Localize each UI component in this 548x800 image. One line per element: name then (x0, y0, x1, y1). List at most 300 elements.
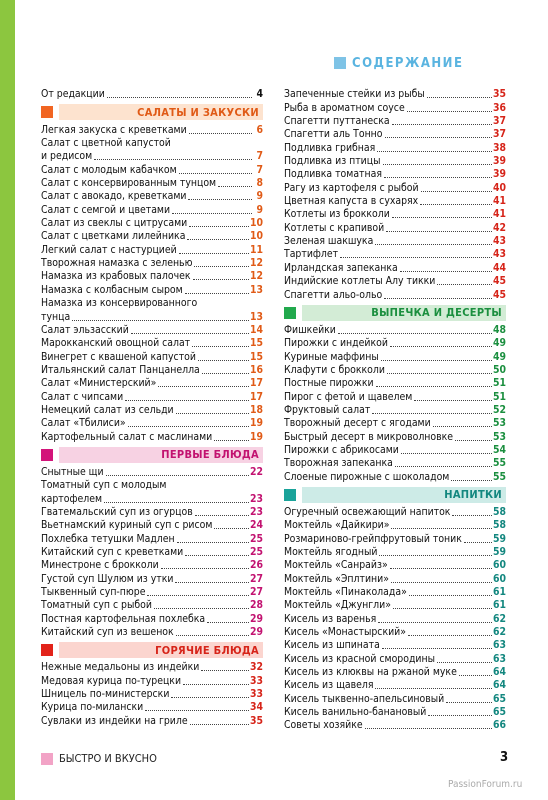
section-title: ПЕРВЫЕ БЛЮДА (59, 447, 263, 463)
toc-entry-page: 58 (492, 505, 506, 518)
toc-entry-title: Быстрый десерт в микроволновке (284, 430, 454, 443)
toc-entry-title: Огуречный освежающий напиток (284, 505, 451, 518)
toc-entry[interactable] (284, 706, 506, 719)
dot-leader (72, 319, 249, 321)
toc-entry[interactable] (284, 404, 506, 417)
toc-entry[interactable] (41, 163, 263, 176)
section-header (41, 104, 263, 120)
toc-entry-title: Клафути с брокколи (284, 363, 385, 376)
toc-entry-title: Моктейль «Джунгли» (284, 599, 391, 612)
toc-entry-page: 37 (492, 115, 506, 128)
dot-leader (391, 527, 492, 529)
header-square-icon (334, 57, 346, 69)
dot-leader (147, 594, 249, 596)
dot-leader (145, 709, 249, 711)
dot-leader (427, 96, 492, 98)
toc-entry[interactable] (41, 377, 263, 390)
toc-entry-page: 15 (249, 350, 263, 363)
toc-entry[interactable] (41, 701, 263, 714)
toc-entry-page: 6 (256, 123, 263, 136)
toc-entry[interactable] (284, 350, 506, 363)
dot-leader (176, 412, 249, 414)
toc-entry-page: 39 (492, 155, 506, 168)
toc-entry-title: Постная картофельная похлебка (41, 612, 206, 625)
section-square-icon (284, 307, 296, 319)
toc-entry[interactable] (284, 626, 506, 639)
dot-leader (409, 594, 492, 596)
toc-entry-title: Марокканский овощной салат (41, 337, 191, 350)
toc-entry[interactable] (41, 270, 263, 283)
toc-entry-page: 61 (492, 586, 506, 599)
toc-entry[interactable] (41, 324, 263, 337)
green-side-strip (0, 0, 15, 800)
dot-leader (158, 385, 249, 387)
toc-entry-title: Рыба в ароматном соусе (284, 101, 405, 114)
dot-leader (376, 385, 492, 387)
toc-entry[interactable] (41, 190, 263, 203)
toc-entry[interactable] (284, 195, 506, 208)
dot-leader (455, 439, 492, 441)
section-square-icon (41, 449, 53, 461)
dot-leader (420, 203, 492, 205)
toc-entry-title: Кисель из варенья (284, 612, 377, 625)
toc-entry[interactable] (284, 599, 506, 612)
toc-entry[interactable] (284, 208, 506, 221)
toc-entry[interactable] (41, 257, 263, 270)
toc-entry-page: 53 (492, 417, 506, 430)
toc-entry[interactable] (284, 377, 506, 390)
dot-leader (393, 607, 492, 609)
toc-entry-title: Спагетти путтанеска (284, 115, 390, 128)
toc-entry-page: 32 (249, 661, 263, 674)
dot-leader (185, 292, 249, 294)
dot-leader (464, 541, 492, 543)
toc-entry-title: Снытные щи (41, 465, 104, 478)
dot-leader (377, 150, 492, 152)
toc-entry[interactable] (41, 430, 263, 443)
dot-leader (187, 238, 249, 240)
toc-entry[interactable] (41, 519, 263, 532)
toc-entry[interactable] (284, 457, 506, 470)
toc-entry-title: Легкая закуска с креветками (41, 123, 187, 136)
toc-entry-title: Розмариново-грейпфрутовый тоник (284, 532, 462, 545)
dot-leader (414, 399, 492, 401)
toc-entry-title: Салат из свеклы с цитрусами (41, 217, 188, 230)
toc-entry-page: 62 (492, 626, 506, 639)
dot-leader (193, 278, 249, 280)
toc-entry[interactable] (284, 532, 506, 545)
toc-entry-page: 45 (492, 288, 506, 301)
toc-entry-page: 33 (249, 674, 263, 687)
toc-entry-title: Картофельный салат с маслинами (41, 430, 213, 443)
toc-entry-title: Густой суп Шулюм из утки (41, 572, 174, 585)
section-header (41, 642, 263, 658)
toc-entry-title: Творожная намазка с зеленью (41, 257, 193, 270)
toc-entry[interactable] (41, 559, 263, 572)
toc-entry-page: 35 (492, 88, 506, 101)
toc-title: СОДЕРЖАНИЕ (352, 55, 464, 71)
toc-entry-title: Кисель из щавеля (284, 679, 374, 692)
toc-entry-page: 27 (249, 572, 263, 585)
toc-entry-title: Советы хозяйке (284, 719, 363, 732)
dot-leader (179, 172, 252, 174)
dot-leader (218, 185, 252, 187)
toc-entry[interactable] (284, 470, 506, 483)
section-header (284, 487, 506, 503)
toc-entry[interactable] (284, 719, 506, 732)
toc-entry-page: 39 (492, 168, 506, 181)
toc-entry-title: Моктейль «Эплтини» (284, 572, 389, 585)
toc-entry-page: 65 (492, 706, 506, 719)
dot-leader (395, 465, 492, 467)
toc-entry-page: 12 (249, 270, 263, 283)
dot-leader (131, 332, 249, 334)
toc-entry-page: 36 (492, 101, 506, 114)
dot-leader (195, 514, 249, 516)
toc-entry-page: 42 (492, 221, 506, 234)
toc-entry-page: 62 (492, 612, 506, 625)
toc-entry-page: 59 (492, 532, 506, 545)
toc-entry[interactable] (284, 155, 506, 168)
toc-entry-page: 60 (492, 572, 506, 585)
toc-entry-page: 48 (492, 323, 506, 336)
dot-leader (375, 687, 492, 689)
dot-leader (214, 527, 249, 529)
dot-leader (401, 452, 492, 454)
dot-leader (390, 345, 492, 347)
toc-entry[interactable] (284, 444, 506, 457)
toc-entry[interactable] (284, 506, 506, 519)
toc-entry-page: 49 (492, 350, 506, 363)
dot-leader (207, 621, 249, 623)
toc-entry[interactable] (41, 177, 263, 190)
dot-leader (421, 190, 492, 192)
toc-entry[interactable] (41, 88, 263, 101)
section-title: САЛАТЫ И ЗАКУСКИ (59, 104, 263, 120)
dot-leader (452, 514, 492, 516)
toc-entry-page: 59 (492, 546, 506, 558)
dot-leader (379, 554, 492, 556)
dot-leader (381, 359, 492, 361)
dot-leader (185, 554, 249, 556)
toc-entry[interactable] (284, 586, 506, 599)
section-header (41, 447, 263, 463)
section-title: НАПИТКИ (302, 487, 506, 503)
toc-entry-page: 55 (492, 470, 506, 483)
toc-entry-title: Зеленая шакшука (284, 235, 374, 248)
toc-entry-title: Фишкейки (284, 323, 336, 336)
toc-entry[interactable] (284, 235, 506, 248)
toc-entry[interactable] (284, 364, 506, 377)
toc-entry-page: 26 (249, 559, 263, 572)
toc-entry[interactable] (41, 661, 263, 674)
toc-entry-title: тунца (41, 310, 71, 323)
toc-entry[interactable] (41, 417, 263, 430)
toc-entry-page: 11 (249, 243, 263, 256)
dot-leader (387, 372, 492, 374)
toc-entry[interactable] (41, 350, 263, 363)
section-square-icon (41, 644, 53, 656)
toc-entry-page: 38 (492, 141, 506, 154)
dot-leader (365, 727, 492, 729)
toc-entry-page: 9 (256, 203, 263, 216)
dot-leader (437, 283, 492, 285)
dot-leader (400, 270, 492, 272)
toc-entry-title: Салат «Министерский» (41, 377, 157, 390)
toc-entry-title: Слоеные пирожные с шоколадом (284, 470, 450, 483)
toc-entry[interactable] (41, 310, 263, 323)
footer-title: БЫСТРО И ВКУСНО (59, 752, 157, 765)
toc-entry[interactable] (41, 546, 263, 559)
toc-entry-page: 58 (492, 519, 506, 532)
toc-entry[interactable] (41, 364, 263, 377)
toc-entry[interactable] (284, 101, 506, 114)
toc-entry-title: Салат с семгой и цветами (41, 203, 171, 216)
toc-entry[interactable] (284, 572, 506, 585)
toc-entry[interactable] (284, 324, 506, 337)
toc-entry-title: Спагетти альо-ольо (284, 288, 383, 301)
toc-entry[interactable] (284, 679, 506, 692)
toc-entry-title: Кисель из клюквы на ржаной муке (284, 666, 457, 679)
dot-leader (188, 198, 252, 200)
toc-entry-page: 53 (492, 430, 506, 443)
toc-entry-page: 49 (492, 337, 506, 350)
toc-entry[interactable] (41, 586, 263, 599)
toc-entry-page: 8 (256, 177, 263, 190)
toc-entry-page: 17 (249, 390, 263, 403)
toc-entry-title: Куриные маффины (284, 350, 379, 363)
toc-entry-title: Рагу из картофеля с рыбой (284, 181, 419, 194)
toc-entry[interactable] (284, 181, 506, 194)
dot-leader (428, 714, 492, 716)
toc-entry-page: 60 (492, 559, 506, 572)
toc-entry-page: 12 (249, 257, 263, 270)
dot-leader (391, 581, 492, 583)
toc-entry[interactable] (284, 639, 506, 652)
toc-entry-title: Моктейль ягодный (284, 546, 378, 558)
toc-entry[interactable] (41, 390, 263, 403)
toc-entry-title: Салат «Тбилиси» (41, 417, 126, 430)
toc-entry[interactable] (284, 275, 506, 288)
watermark: PassionForum.ru (448, 779, 523, 790)
toc-entry-title: Легкий салат с настурцией (41, 243, 177, 256)
toc-entry[interactable] (284, 141, 506, 154)
toc-entry-title: Нежные медальоны из индейки (41, 661, 200, 674)
toc-entry[interactable] (41, 572, 263, 585)
toc-entry-page: 10 (249, 217, 263, 230)
toc-entry-page: 41 (492, 195, 506, 208)
toc-entry-page: 9 (256, 190, 263, 203)
toc-entry[interactable] (41, 599, 263, 612)
toc-entry-page: 35 (249, 714, 263, 727)
toc-entry[interactable] (284, 546, 506, 559)
toc-entry[interactable] (284, 261, 506, 274)
toc-entry-title: Курица по-милански (41, 701, 144, 714)
toc-entry-title: Салат с консервированным тунцом (41, 177, 217, 190)
dot-leader (392, 123, 492, 125)
dot-leader (125, 399, 249, 401)
toc-entry-title: Сувлаки из индейки на гриле (41, 714, 188, 727)
toc-entry-title: Вьетнамский куриный суп с рисом (41, 519, 213, 532)
dot-leader (446, 701, 492, 703)
toc-entry[interactable] (284, 559, 506, 572)
toc-entry-title: Творожный десерт с ягодами (284, 417, 431, 430)
dot-leader (338, 332, 492, 334)
toc-entry-page: 43 (492, 235, 506, 248)
dot-leader (154, 607, 249, 609)
toc-entry-title: Салат с цветками лилейника (41, 230, 186, 243)
toc-entry-page: 18 (249, 403, 263, 416)
dot-leader (375, 243, 492, 245)
toc-entry-title: Китайский суп с креветками (41, 546, 184, 558)
toc-entry-page: 61 (492, 599, 506, 612)
toc-entry[interactable] (41, 626, 263, 639)
toc-entry-title: Спагетти аль Тонно (284, 128, 383, 141)
toc-entry[interactable] (284, 88, 506, 101)
toc-entry[interactable] (41, 217, 263, 230)
toc-entry-title: Моктейль «Дайкири» (284, 519, 390, 532)
toc-entry[interactable] (284, 337, 506, 350)
dot-leader (190, 723, 249, 725)
dot-leader (177, 541, 249, 543)
toc-entry-page: 34 (249, 701, 263, 714)
toc-entry-title: Намазка из крабовых палочек (41, 270, 191, 283)
toc-entry-line (41, 479, 263, 492)
toc-entry-title: Винегрет с квашеной капустой (41, 350, 196, 363)
section-square-icon (41, 106, 53, 118)
toc-entry[interactable] (284, 519, 506, 532)
toc-entry[interactable] (41, 714, 263, 727)
toc-entry[interactable] (284, 221, 506, 234)
toc-entry-page: 65 (492, 692, 506, 705)
toc-entry[interactable] (41, 243, 263, 256)
toc-entry-title: Шницель по-министерски (41, 688, 170, 701)
toc-entry[interactable] (284, 430, 506, 443)
dot-leader (378, 621, 492, 623)
toc-entry-page: 10 (249, 230, 263, 243)
dot-leader (386, 230, 492, 232)
dot-leader (407, 110, 492, 112)
dot-leader (194, 265, 249, 267)
toc-entry[interactable] (41, 466, 263, 479)
dot-leader (176, 634, 249, 636)
toc-entry[interactable] (41, 688, 263, 701)
toc-entry-title: Моктейль «Пинаколада» (284, 586, 407, 599)
toc-entry-title: Кисель «Монастырский» (284, 626, 406, 639)
toc-entry[interactable] (284, 168, 506, 181)
toc-entry-title: Салат с авокадо, креветками (41, 190, 187, 203)
toc-entry-title: Намазка с колбасным сыром (41, 283, 183, 296)
toc-entry[interactable] (41, 532, 263, 545)
toc-entry-page: 17 (249, 377, 263, 390)
toc-entry-page: 54 (492, 443, 506, 456)
dot-leader (392, 216, 492, 218)
page-number: 3 (500, 750, 509, 765)
footer (41, 752, 157, 765)
toc-entry-title: картофелем (41, 492, 102, 505)
section-title: ВЫПЕЧКА И ДЕСЕРТЫ (302, 305, 506, 321)
toc-entry[interactable] (284, 288, 506, 301)
toc-entry-title: Похлебка тетушки Мадлен (41, 532, 175, 545)
toc-entry-page: 29 (249, 626, 263, 639)
toc-entry[interactable] (284, 248, 506, 261)
toc-entry-title: Салат с цветной капустой (41, 137, 171, 150)
toc-entry-title: Немецкий салат из сельди (41, 403, 174, 416)
toc-entry[interactable] (284, 417, 506, 430)
toc-entry[interactable] (41, 337, 263, 350)
dot-leader (175, 581, 249, 583)
toc-entry[interactable] (284, 666, 506, 679)
toc-entry[interactable] (284, 652, 506, 665)
dot-leader (106, 474, 249, 476)
dot-leader (382, 647, 492, 649)
dot-leader (385, 136, 492, 138)
toc-entry[interactable] (41, 404, 263, 417)
dot-leader (372, 412, 492, 414)
toc-entry[interactable] (41, 283, 263, 296)
toc-entry-title: Намазка из консервированного (41, 297, 198, 310)
toc-entry-page: 66 (492, 719, 506, 732)
toc-entry-title: Минестроне с брокколи (41, 559, 159, 572)
toc-entry-page: 51 (492, 377, 506, 390)
toc-entry-page: 64 (492, 679, 506, 692)
dot-leader (201, 669, 249, 671)
dot-leader (340, 256, 492, 258)
toc-entry-title: Кисель из шпината (284, 639, 380, 652)
toc-entry[interactable] (41, 674, 263, 687)
dot-leader (433, 425, 492, 427)
toc-entry[interactable] (41, 506, 263, 519)
toc-entry[interactable] (41, 203, 263, 216)
toc-entry-title: Подливка грибная (284, 141, 376, 154)
toc-entry-title: Пирожки с индейкой (284, 337, 388, 350)
toc-entry-page: 4 (256, 88, 263, 101)
dot-leader (183, 683, 249, 685)
dot-leader (107, 96, 252, 98)
toc-entry-page: 40 (492, 181, 506, 194)
toc-entry[interactable] (41, 150, 263, 163)
toc-entry[interactable] (284, 390, 506, 403)
dot-leader (198, 359, 249, 361)
toc-entry[interactable] (41, 492, 263, 505)
toc-entry-title: Пирожки с абрикосами (284, 443, 399, 456)
toc-entry-page: 64 (492, 666, 506, 679)
dot-leader (202, 372, 249, 374)
toc-entry[interactable] (284, 115, 506, 128)
toc-entry-page: 63 (492, 639, 506, 652)
toc-entry-title: Подливка из птицы (284, 155, 381, 168)
toc-entry-page: 16 (249, 363, 263, 376)
toc-entry-page: 25 (249, 546, 263, 558)
toc-entry[interactable] (41, 123, 263, 136)
toc-entry-title: Кисель из красной смородины (284, 652, 435, 665)
dot-leader (408, 634, 492, 636)
toc-entry[interactable] (41, 230, 263, 243)
toc-entry[interactable] (284, 612, 506, 625)
toc-entry-title: Пирог с фетой и щавелем (284, 390, 413, 403)
toc-right-column (284, 88, 506, 732)
toc-entry[interactable] (41, 612, 263, 625)
toc-entry-page: 50 (492, 363, 506, 376)
toc-entry-title: Моктейль «Санрайз» (284, 559, 388, 572)
toc-entry-title: Китайский суп из вешенок (41, 626, 174, 639)
toc-entry-page: 14 (249, 323, 263, 336)
toc-entry[interactable] (284, 128, 506, 141)
toc-entry-page: 28 (249, 599, 263, 612)
dot-leader (390, 567, 492, 569)
toc-entry[interactable] (284, 692, 506, 705)
dot-leader (192, 345, 249, 347)
